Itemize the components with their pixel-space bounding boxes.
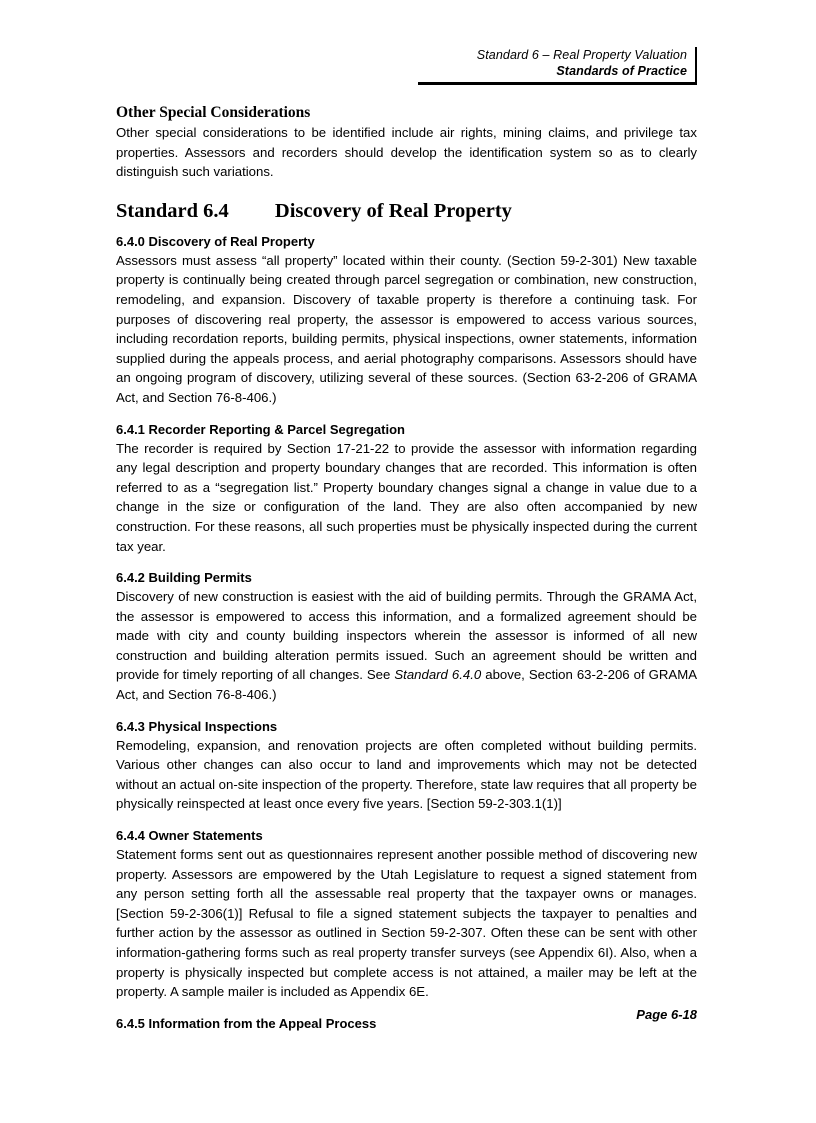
section-6-4-4 [116,827,697,1002]
paragraph-6-4-3: Remodeling, expansion, and renovation projects are often completed without building permits. Various other changes can also occur to land and improvements which may not be detected without an actual on-site inspection of the property. Therefore, state law requires that all property be physically reinspected at least once every five years. [Section 59-2-303.1(1)] [116,737,697,812]
paragraph-6-4-1: The recorder is required by Section 17-21-22 to provide the assessor with information regarding any legal description and property boundary changes that are recorded. This information is often referred to as a “segregation list.” Property boundary changes signal a change in value due to a change in the size or configuration of the land. They are also often accompanied by new construction. For these reasons, all such properties must be physically inspected during the current tax year. [116,440,697,554]
paragraph-6-4-2 [116,587,697,705]
running-header [418,47,697,85]
paragraph-6-4-0: Assessors must assess “all property” located within their county. (Section 59-2-301) New taxable property is continually being created through parcel segregation or combination, new construction, remodeling, and expansion. Discovery of taxable property is therefore a continuing task. For purposes of discovering real property, the assessor is empowered to access various sources, including recordation reports, building permits, physical inspections, owner statements, information supplied during the appeals process, and aerial photography comparisons. Assessors should have an ongoing program of discovery, utilizing several of these sources. (Section 63-2-206 of GRAMA Act, and Section 76-8-406.) [116,252,697,405]
paragraph-6-4-2-part-1: Discovery of new construction is easiest with the aid of building permits. Through the GRAMA Act, the assessor is empowered to access this information, and a formalized agreement should be made with city and county building inspectors wherein the assessor is informed of all new construction and building alteration permits issued. Such an agreement should be written and provide for timely reporting of all changes. See [116,589,697,683]
page-footer [116,1006,697,1023]
section-6-4-0 [116,233,697,408]
heading-6-4-5: 6.4.5 Information from the Appeal Process [116,1015,377,1031]
section-6-4-2 [116,569,697,705]
running-header-line-2: Standards of Practice [556,64,687,78]
heading-6-4-0: 6.4.0 Discovery of Real Property [116,233,315,249]
running-header-line-1: Standard 6 – Real Property Valuation [476,48,687,62]
section-6-4-1 [116,421,697,557]
heading-other-special-considerations: Other Special Considerations [116,104,311,121]
heading-6-4-3: 6.4.3 Physical Inspections [116,718,278,734]
heading-6-4-4: 6.4.4 Owner Statements [116,828,263,844]
paragraph-6-4-4: Statement forms sent out as questionnaires represent another possible method of discovering new property. Assessors are empowered by the Utah Legislature to request a signed statement from any person setting forth all the assessable real property that the taxpayer owns or manages. [Section 59-2-306(1)] Refusal to file a signed statement subjects the taxpayer to penalties and further action by the assessor as outlined in Section 59-2-307. Often these can be sent with other information-gathering forms such as real property transfer surveys (see Appendix 6I). Also, when a property is physically inspected but complete access is not attained, a mailer may be left at the property. A sample mailer is included as Appendix 6E. [116,847,697,1000]
paragraph-other-special-considerations: Other special considerations to be identified include air rights, mining claims, and privilege tax properties. Assessors and recorders should develop the identification system so as to clearly distinguish such variations. [116,125,697,180]
paragraph-6-4-2-italic-reference: Standard 6.4.0 [394,667,482,683]
page-number-label: Page 6-18 [636,1007,697,1022]
document-body [116,103,697,1033]
paragraph-6-4-2-part-2: above, Section 63-2-206 of GRAMA Act, and Section 76-8-406.) [116,667,697,703]
section-6-4-3 [116,718,697,814]
heading-6-4-1: 6.4.1 Recorder Reporting & Parcel Segregation [116,421,405,437]
heading-6-4-2: 6.4.2 Building Permits [116,570,252,586]
section-other-special-considerations [116,103,697,182]
standard-6-4-title: Standard 6.4 Discovery of Real Property [116,199,512,222]
